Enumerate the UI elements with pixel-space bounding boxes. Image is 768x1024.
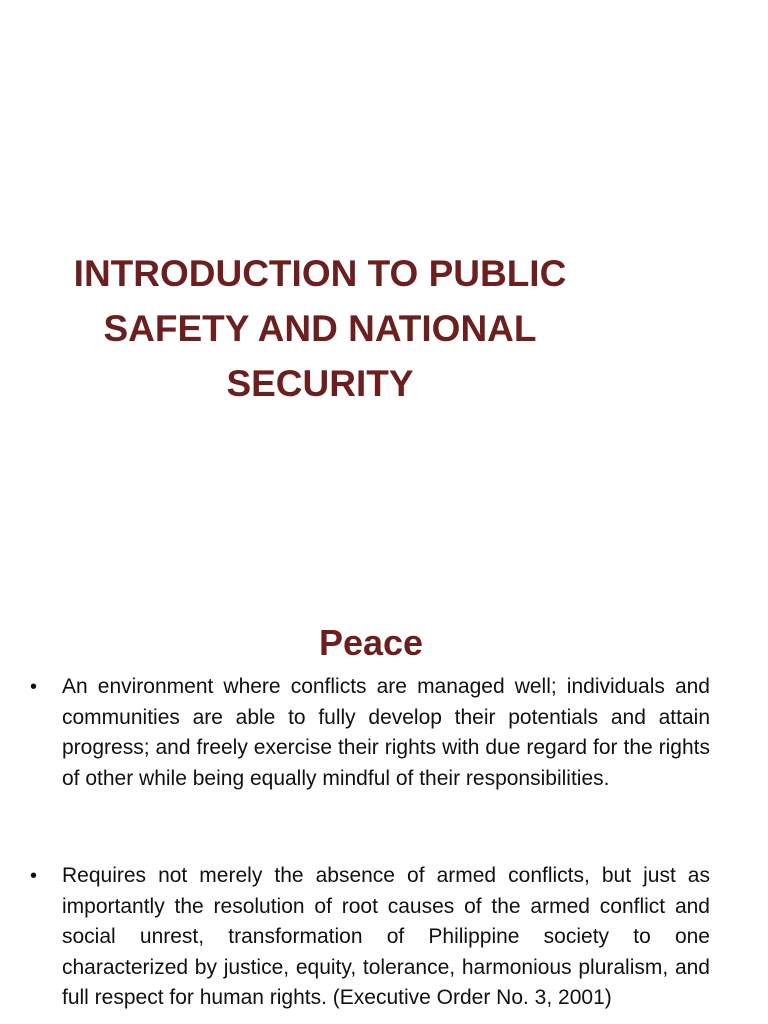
bullet-icon: • bbox=[30, 676, 38, 698]
bullet-item-1 bbox=[30, 672, 710, 794]
slide-title-line-3: SECURITY bbox=[226, 363, 414, 404]
slide-title-line-2: SAFETY AND NATIONAL bbox=[103, 308, 537, 349]
slide-title bbox=[20, 246, 620, 411]
section-heading: Peace bbox=[318, 622, 424, 663]
bullet-icon: • bbox=[30, 865, 38, 887]
slide-title-line-1: INTRODUCTION TO PUBLIC bbox=[73, 253, 567, 294]
bullet-text-2: Requires not merely the absence of armed conflicts, but just as importantly the resolution of root causes of the armed conflict and social unrest, transformation of Philippine society to one characterized by justice, equity, tolerance, harmonious pluralism, and full respect for human rights. (Executive Order No. 3, 2001) bbox=[62, 864, 710, 1009]
bullet-item-2 bbox=[30, 861, 710, 1014]
content-slide bbox=[0, 600, 768, 1024]
bullet-text-1: An environment where conflicts are managed well; individuals and communities are able to fully develop their potentials and attain progress; and freely exercise their rights with due regard for the rights of other while being equally mindful of their responsibilities. bbox=[62, 675, 710, 790]
